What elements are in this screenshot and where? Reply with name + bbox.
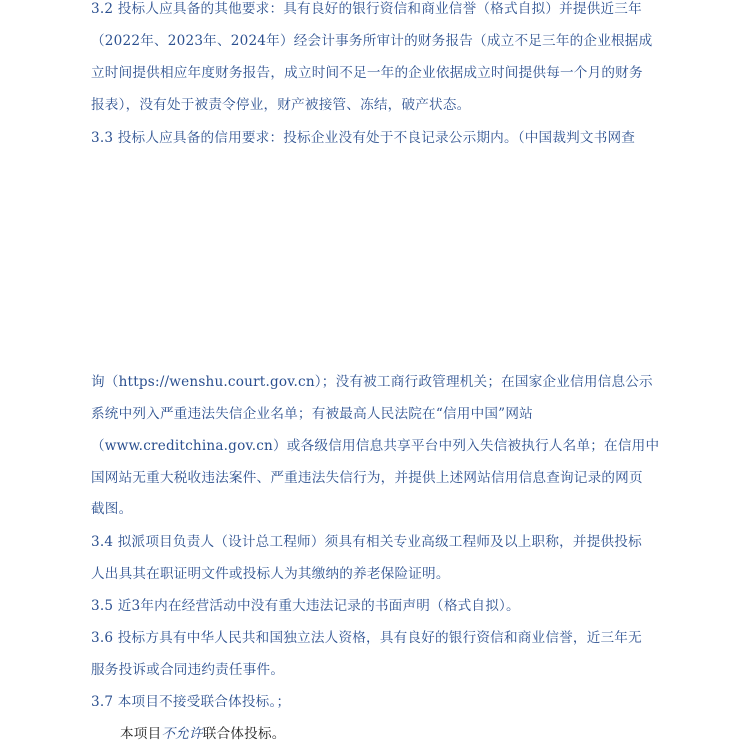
section-3-7-note <box>120 725 286 743</box>
section-3-7-note-suffix: 联合体投标。 <box>202 726 286 742</box>
section-3-3-line-1: 3.3 投标人应具备的信用要求：投标企业没有处于不良记录公示期内。（中国裁判文书网查 <box>91 130 636 146</box>
section-3-7-note-prefix: 本项目 <box>120 726 162 742</box>
section-3-2-line-3: 立时间提供相应年度财务报告，成立时间不足一年的企业依据成立时间提供每一个月的财务 <box>91 65 643 81</box>
section-3-7-line: 3.7 本项目不接受联合体投标。； <box>91 694 291 710</box>
section-3-4-line-1: 3.4 拟派项目负责人（设计总工程师）须具有相关专业高级工程师及以上职称，并提供投标 <box>91 534 642 550</box>
section-3-7-note-emphasis: 不允许 <box>161 726 203 742</box>
section-3-3-line-5: 国网站无重大税收违法案件、严重违法失信行为，并提供上述网站信用信息查询记录的网页 <box>91 470 643 486</box>
section-3-5-line: 3.5 近3年内在经营活动中没有重大违法记录的书面声明（格式自拟）。 <box>91 598 520 614</box>
section-3-3-line-3: 系统中列入严重违法失信企业名单；有被最高人民法院在“信用中国”网站 <box>91 406 533 422</box>
section-3-3-line-6: 截图。 <box>91 501 133 517</box>
section-3-2-line-4: 报表），没有处于被责令停业，财产被接管、冻结，破产状态。 <box>91 97 471 113</box>
section-3-2-line-1: 3.2 投标人应具备的其他要求：具有良好的银行资信和商业信誉（格式自拟）并提供近三年 <box>91 1 642 17</box>
section-3-2-line-2: （2022年、2023年、2024年）经会计事务所审计的财务报告（成立不足三年的企业根据成 <box>91 33 653 49</box>
section-3-3-line-4: （www.creditchina.gov.cn）或各级信用信息共享平台中列入失信被执行人名单；在信用中 <box>91 438 660 454</box>
section-3-3-line-2: 询（https://wenshu.court.gov.cn）；没有被工商行政管理机关；在国家企业信用信息公示 <box>91 374 653 390</box>
section-3-6-line-2: 服务投诉或合同违约责任事件。 <box>91 662 285 678</box>
section-3-4-line-2: 人出具其在职证明文件或投标人为其缴纳的养老保险证明。 <box>91 566 450 582</box>
section-3-6-line-1: 3.6 投标方具有中华人民共和国独立法人资格，具有良好的银行资信和商业信誉，近三年无 <box>91 630 642 646</box>
